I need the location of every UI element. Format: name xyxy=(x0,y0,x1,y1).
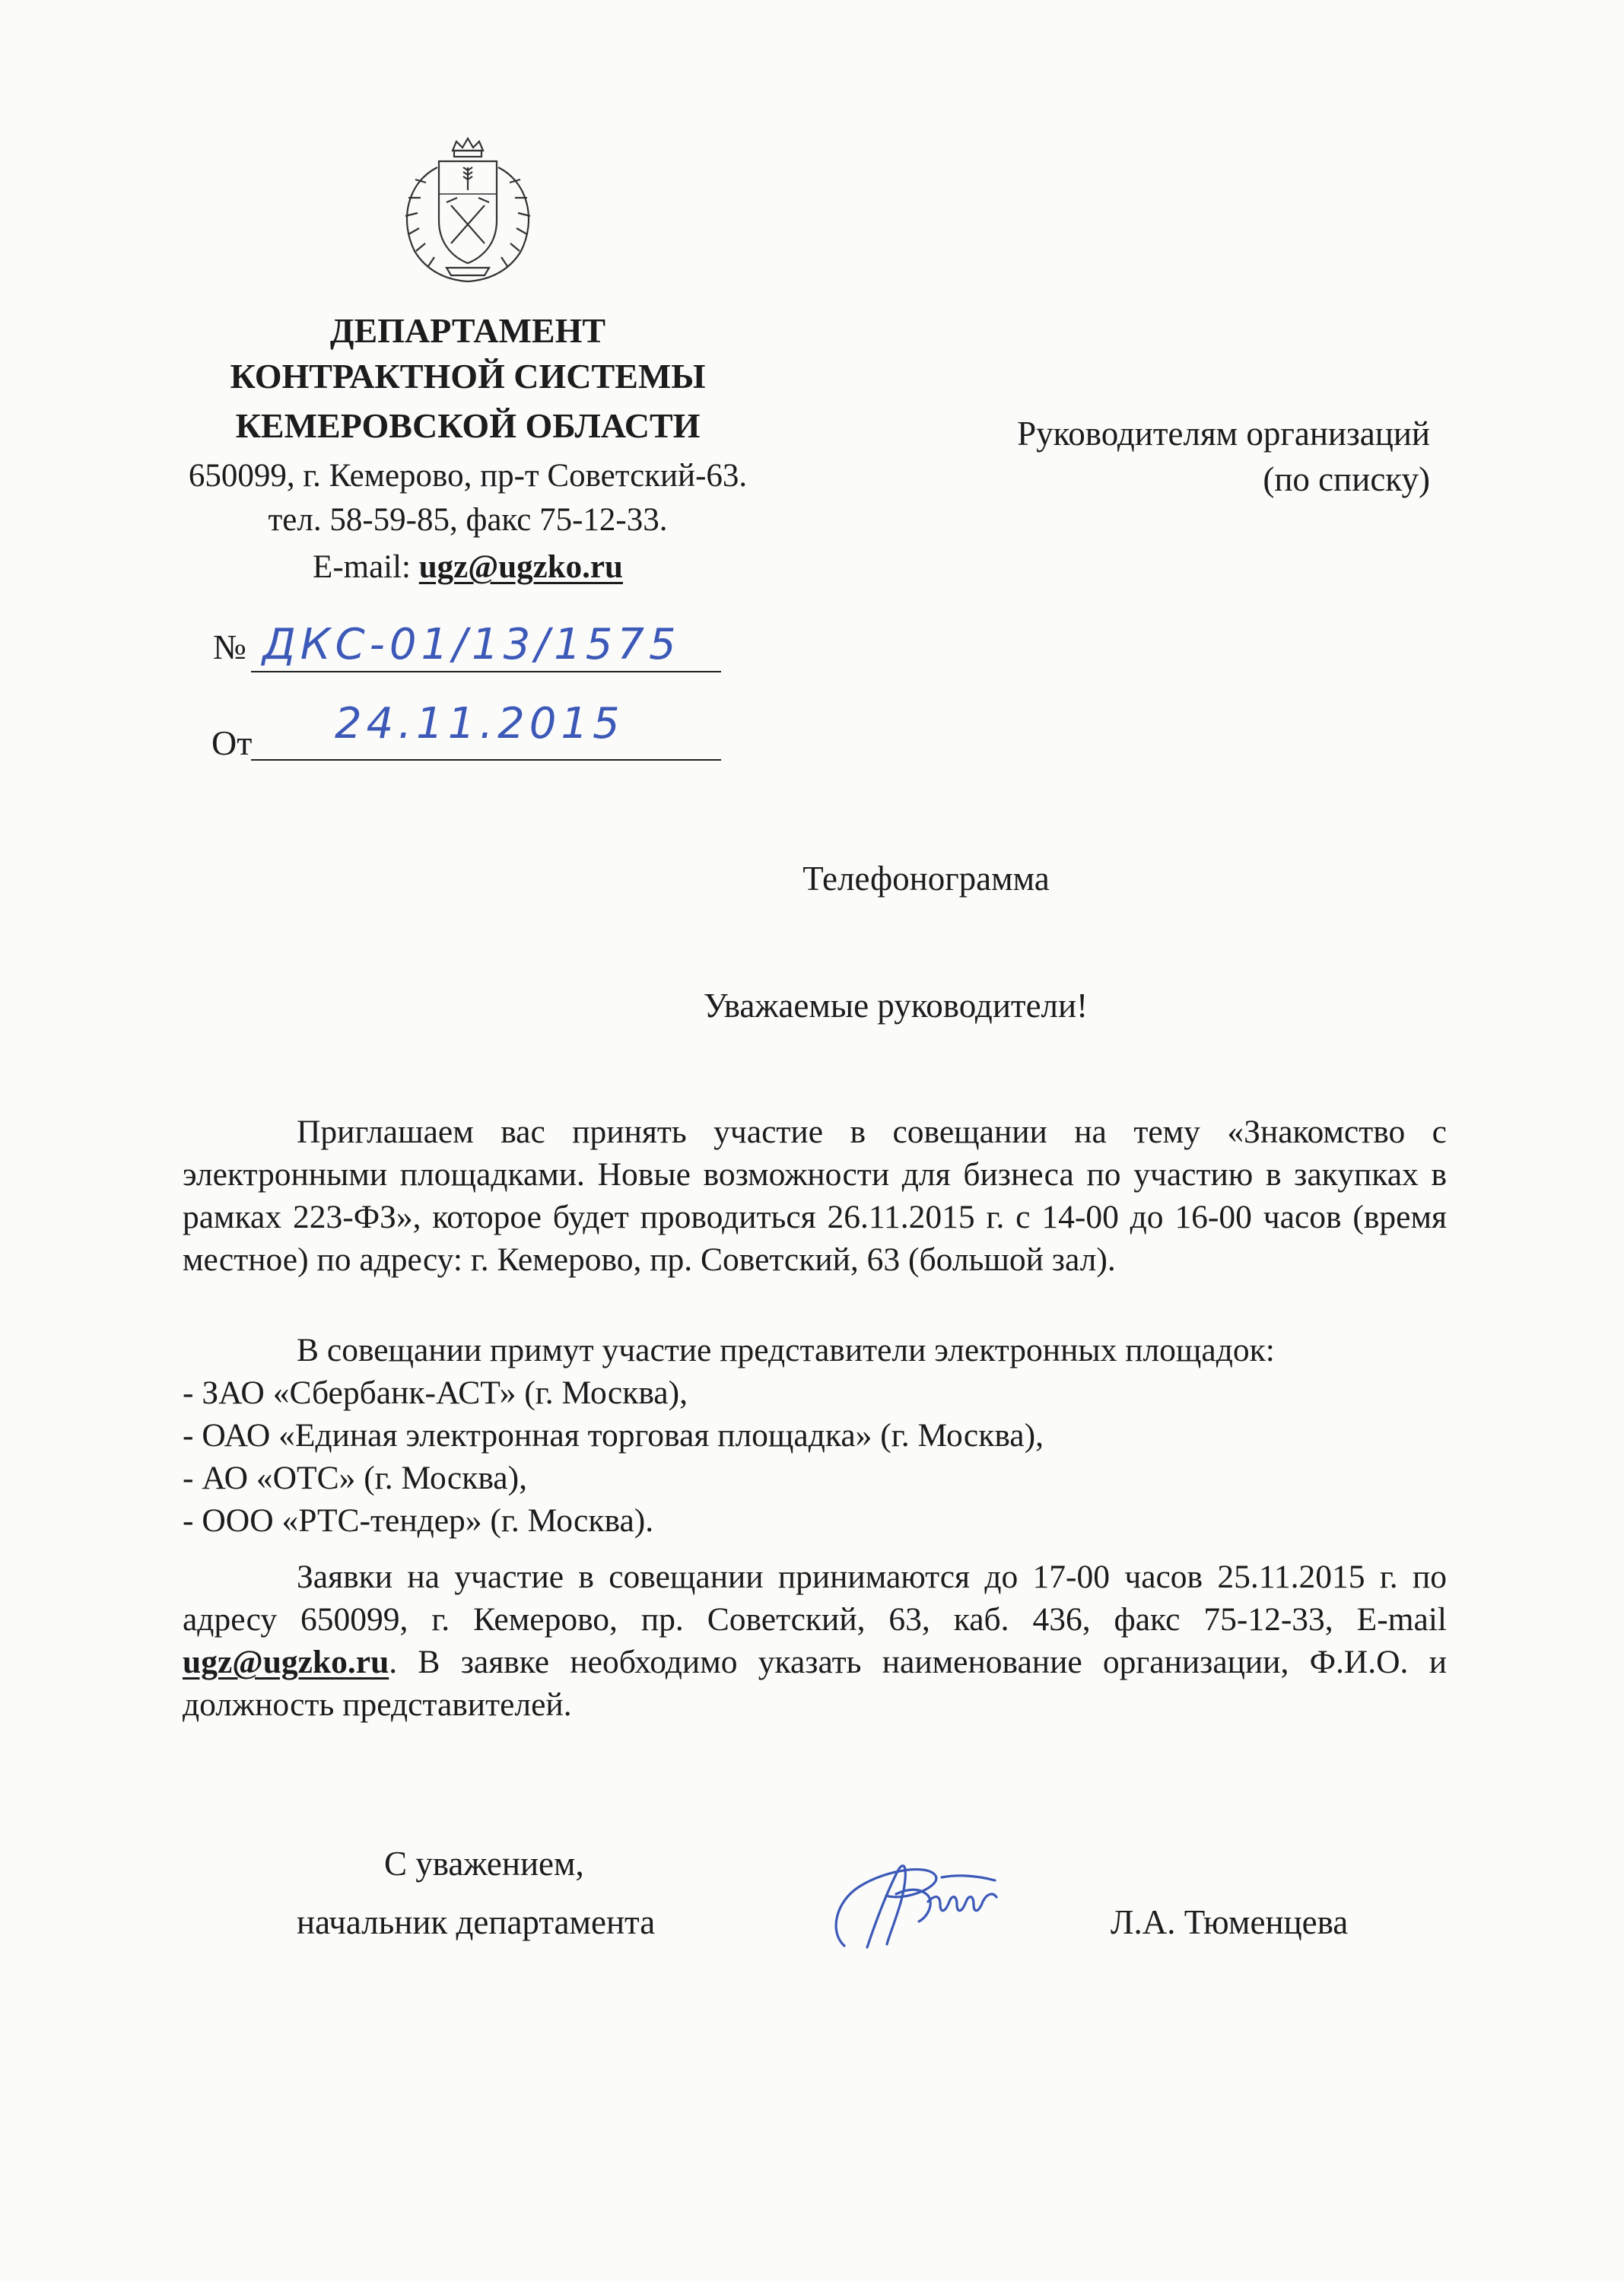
body-paragraph-2 xyxy=(183,1329,1447,1542)
invitation-text: Приглашаем вас принять участие в совещании на тему «Знакомство с электронными площадками. Новые возможности для бизнеса по участию в закупках в рамках 223-ФЗ», которое будет проводиться 26.11.2015 г. с 14-00 до 16-00 часов (время местное) по адресу: г. Кемерово, пр. Советский, 63 (большой зал). xyxy=(183,1114,1447,1278)
signer-name: Л.А. Тюменцева xyxy=(1111,1903,1349,1941)
department-email-line xyxy=(91,551,844,583)
signer-position: начальник департамента xyxy=(297,1903,656,1941)
document-number-handwritten: ДКС-01/13/1575 xyxy=(262,620,681,669)
participant-item: - ОАО «Единая электронная торговая площадка» (г. Москва), xyxy=(183,1417,1044,1454)
recipient-line2: (по списку) xyxy=(1263,460,1430,498)
date-label: От xyxy=(211,723,253,762)
application-text-start: Заявки на участие в совещании принимаются до 17-00 часов 25.11.2015 г. по адресу 650099, г. Кемерово, пр. Советский, 63, каб. 436, факс 75-12-33, E-mail xyxy=(183,1559,1447,1638)
department-title-line2: КОНТРАКТНОЙ СИСТЕМЫ xyxy=(230,357,706,396)
greeting: Уважаемые руководители! xyxy=(703,987,1088,1025)
department-title-line3: КЕМЕРОВСКОЙ ОБЛАСТИ xyxy=(235,406,701,445)
document-date-handwritten: 24.11.2015 xyxy=(335,699,624,748)
email-label: E-mail: xyxy=(313,549,419,585)
participant-item: - ООО «РТС-тендер» (г. Москва). xyxy=(183,1502,654,1539)
application-email-link[interactable]: ugz@ugzko.ru xyxy=(183,1644,389,1680)
department-address: 650099, г. Кемерово, пр-т Советский-63. xyxy=(188,458,748,494)
closing-regards: С уважением, xyxy=(384,1845,584,1883)
body-paragraph-1 xyxy=(183,1111,1447,1281)
coat-of-arms-icon xyxy=(384,137,551,289)
participant-item: - АО «ОТС» (г. Москва), xyxy=(183,1460,527,1496)
department-title-line1: ДЕПАРТАМЕНТ xyxy=(329,311,606,350)
participants-intro: В совещании примут участие представители электронных площадок: xyxy=(297,1332,1275,1368)
participant-item: - ЗАО «Сбербанк-АСТ» (г. Москва), xyxy=(183,1375,688,1411)
email-link[interactable]: ugz@ugzko.ru xyxy=(418,549,623,585)
number-label: № xyxy=(213,628,246,666)
recipient-line1: Руководителям организаций xyxy=(1017,415,1430,453)
department-phone: тел. 58-59-85, факс 75-12-33. xyxy=(268,502,668,538)
application-text xyxy=(183,1556,1447,1726)
application-text-end: . В заявке необходимо указать наименование организации, Ф.И.О. и должность представителей. xyxy=(183,1644,1447,1723)
date-underline xyxy=(251,759,721,761)
document-title: Телефонограмма xyxy=(802,860,1050,898)
number-underline xyxy=(251,671,721,672)
handwritten-signature-icon xyxy=(814,1848,1012,1955)
body-paragraph-3 xyxy=(183,1556,1447,1726)
